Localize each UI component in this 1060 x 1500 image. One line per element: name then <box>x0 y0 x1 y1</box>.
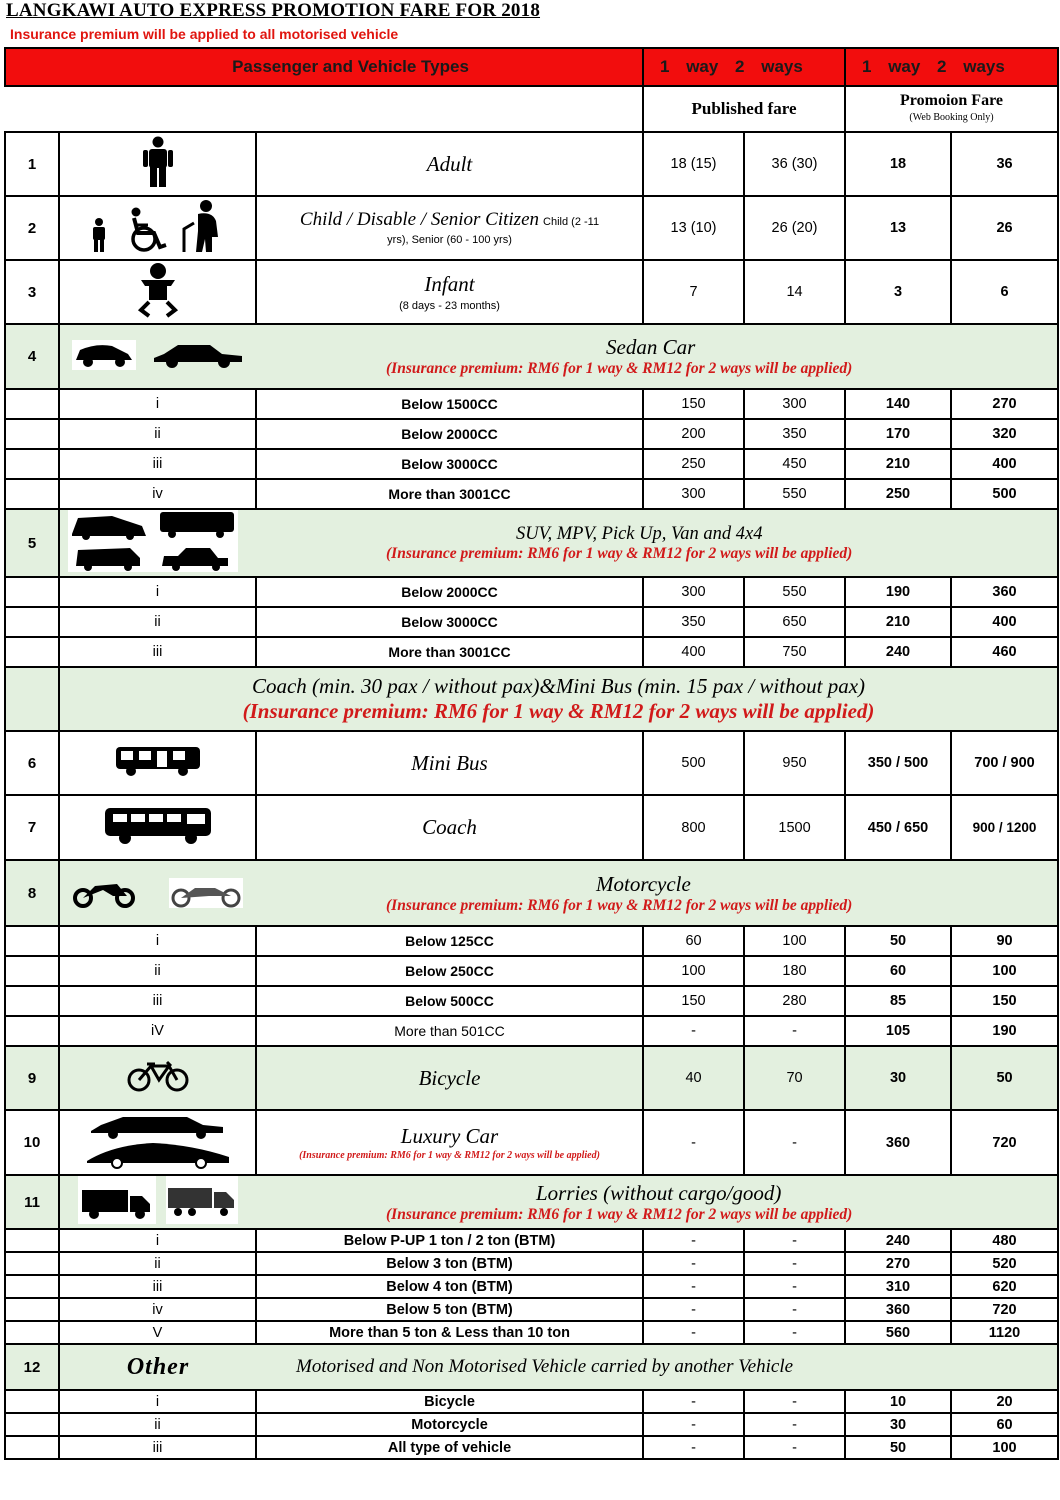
lorry-item: V More than 5 ton & Less than 10 ton - - 560 1120 <box>5 1321 1058 1344</box>
row-infant: 3 Infant (8 days - 23 months) 7 14 3 6 <box>5 260 1058 324</box>
minibus-icon <box>115 746 201 776</box>
page-title: LANGKAWI AUTO EXPRESS PROMOTION FARE FOR 2018 <box>6 0 541 21</box>
row-bicycle: 9 Bicycle 40 70 30 50 <box>5 1046 1058 1110</box>
lorry-item: iv Below 5 ton (BTM) - - 360 720 <box>5 1298 1058 1321</box>
lorry-item: i Below P-UP 1 ton / 2 ton (BTM) - - 240 480 <box>5 1229 1058 1252</box>
row-luxury: 10 Luxury Car (Insurance premium: RM6 for 1 way & RM12 for 2 ways will be applied) - - 360 720 <box>5 1110 1058 1175</box>
fare-table <box>4 47 1059 1460</box>
header-promo-fare: Promoion Fare (Web Booking Only) <box>845 86 1058 132</box>
coach-icon <box>103 806 213 846</box>
insurance-notice: Insurance premium will be applied to all motorised vehicle <box>10 26 399 42</box>
motorcycle-item: ii Below 250CC 100 180 60 100 <box>5 956 1058 986</box>
row-sedan: 4 Sedan Car (Insurance premium: RM6 for 1 way & RM12 for 2 ways will be applied) <box>5 324 1058 389</box>
motorcycle-item: iii Below 500CC 150 280 85 150 <box>5 986 1058 1016</box>
row-suv: 5 SUV, MPV, Pick Up, Van and 4x4 (Insurance premium: RM6 for 1 way & RM12 for 2 ways will be applied) <box>5 509 1058 577</box>
lorry-item: iii Below 4 ton (BTM) - - 310 620 <box>5 1275 1058 1298</box>
row-adult: 1 Adult 18 (15) 36 (30) 18 36 <box>5 132 1058 196</box>
row-lorries: 11 Lorries (without cargo/good) (Insurance premium: RM6 for 1 way & RM12 for 2 ways will be applied) <box>5 1175 1058 1229</box>
suv-item: i Below 2000CC 300 550 190 360 <box>5 577 1058 607</box>
sedan-item: iv More than 3001CC 300 550 250 500 <box>5 479 1058 509</box>
motorcycle-item: iV More than 501CC - - 105 190 <box>5 1016 1058 1046</box>
header-row <box>5 48 1058 86</box>
header-published-ways: 1 way 2 ways <box>643 48 845 86</box>
suv-item: iii More than 3001CC 400 750 240 460 <box>5 637 1058 667</box>
row-coach-group: Coach (min. 30 pax / without pax)&Mini Bus (min. 15 pax / without pax) (Insurance premium: RM6 for 1 way & RM12 for 2 ways will be applied) <box>5 667 1058 731</box>
header-types: Passenger and Vehicle Types <box>59 48 643 86</box>
motorcycle-item: i Below 125CC 60 100 50 90 <box>5 926 1058 956</box>
row-other: 12 Other Motorised and Non Motorised Vehicle carried by another Vehicle <box>5 1344 1058 1390</box>
header-subrow <box>5 86 1058 132</box>
other-label: Other <box>126 1353 190 1380</box>
bicycle-icon <box>127 1060 189 1092</box>
header-published-fare: Published fare <box>643 86 845 132</box>
row-child: 2 Child / Disable / Senior Citizen Child (2 -11 yrs), Senior (60 - 100 yrs) 13 (10) 26 (20) 13 26 <box>5 196 1058 260</box>
sedan-item: ii Below 2000CC 200 350 170 320 <box>5 419 1058 449</box>
lorry-icon <box>166 1176 238 1224</box>
infant-icon <box>131 262 185 318</box>
row-minibus: 6 Mini Bus 500 950 350 / 500 700 / 900 <box>5 731 1058 795</box>
header-promo-ways: 1 way 2 ways <box>845 48 1058 86</box>
sedan-item: i Below 1500CC 150 300 140 270 <box>5 389 1058 419</box>
lorry-item: ii Below 3 ton (BTM) - - 270 520 <box>5 1252 1058 1275</box>
adult-icon <box>138 136 178 188</box>
luxury-car-icon <box>83 1113 233 1169</box>
row-coach: 7 Coach 800 1500 450 / 650 900 / 1200 <box>5 795 1058 860</box>
suv-vehicles-icon <box>68 510 238 572</box>
hatchback-icon <box>72 340 136 370</box>
wheelchair-icon <box>124 207 174 253</box>
other-item: ii Motorcycle - - 30 60 <box>5 1413 1058 1436</box>
sport-motorcycle-icon <box>73 874 135 908</box>
other-item: i Bicycle - - 10 20 <box>5 1390 1058 1413</box>
row-motorcycle: 8 Motorcycle (Insurance premium: RM6 for 1 way & RM12 for 2 ways will be applied) <box>5 860 1058 926</box>
child-icon <box>87 217 111 253</box>
other-item: iii All type of vehicle - - 50 100 <box>5 1436 1058 1459</box>
sedan-icon <box>152 340 244 370</box>
truck-icon <box>78 1176 156 1224</box>
senior-icon <box>178 199 228 253</box>
cruiser-motorcycle-icon <box>169 878 243 908</box>
suv-item: ii Below 3000CC 350 650 210 400 <box>5 607 1058 637</box>
header-promo-note: (Web Booking Only) <box>909 112 994 123</box>
sedan-item: iii Below 3000CC 250 450 210 400 <box>5 449 1058 479</box>
